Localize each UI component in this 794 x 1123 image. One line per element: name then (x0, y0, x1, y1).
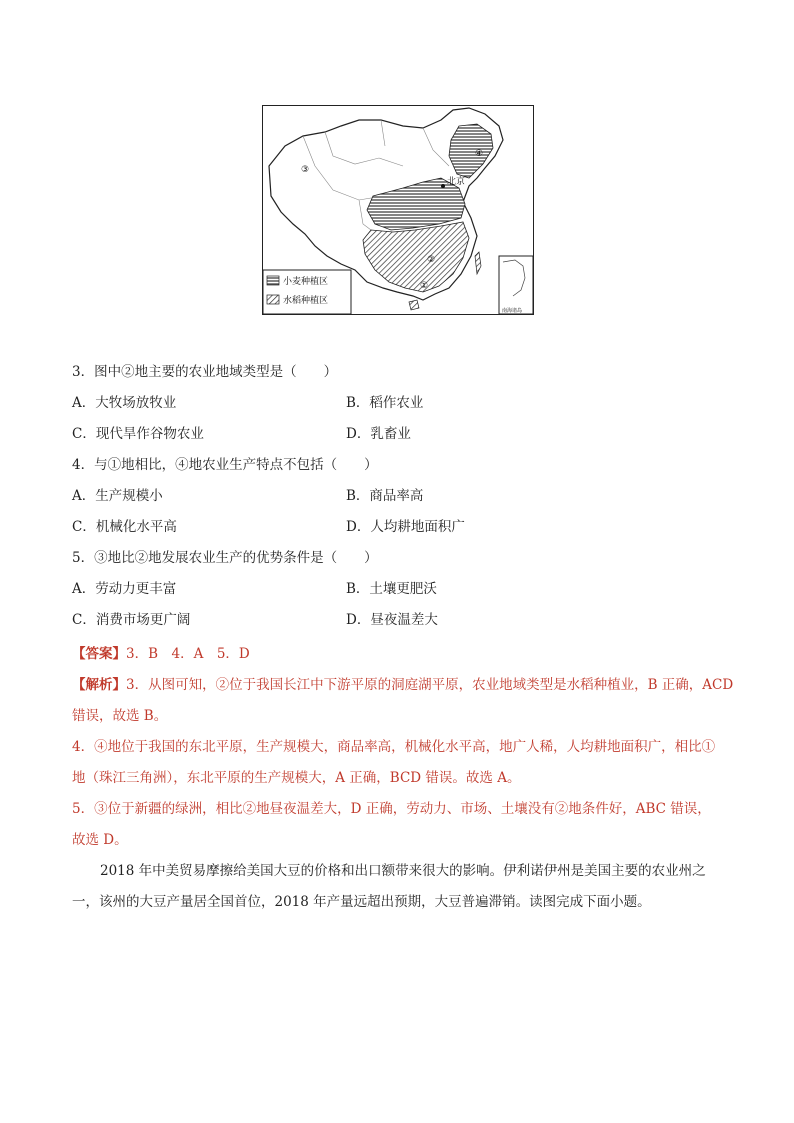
question-5-option-c: C．消费市场更广阔 (72, 612, 191, 628)
legend-rice-label: 水稻种植区 (283, 296, 329, 306)
question-5-stem: 5．③地比②地发展农业生产的优势条件是（ ） (72, 550, 378, 566)
analysis-4-line-2: 地（珠江三角洲），东北平原的生产规模大，A 正确，BCD 错误。故选 A。 (72, 770, 521, 786)
marker-2: ② (427, 255, 436, 265)
question-4-stem: 4．与①地相比，④地农业生产特点不包括（ ） (72, 457, 378, 473)
legend-wheat-swatch (267, 276, 279, 285)
analysis-label: 【解析】 (72, 677, 126, 693)
answer-line (72, 645, 250, 663)
marker-3: ③ (301, 165, 310, 175)
question-3-option-a: A．大牧场放牧业 (72, 395, 177, 411)
question-4-option-c: C．机械化水平高 (72, 519, 177, 535)
question-4-option-a: A．生产规模小 (72, 488, 163, 504)
legend-rice-swatch (267, 295, 279, 304)
marker-1: ① (420, 281, 429, 291)
map-svg (263, 106, 533, 314)
beijing-label: 北京 (447, 177, 466, 187)
question-4-option-b: B．商品率高 (346, 488, 424, 504)
question-3-stem: 3．图中②地主要的农业地域类型是（ ） (72, 364, 338, 380)
analysis-5-line-1: 5．③位于新疆的绿洲，相比②地昼夜温差大，D 正确，劳动力、市场、土壤没有②地条件好，ABC 错误， (72, 801, 711, 817)
answer-text: 3．B 4．A 5．D (126, 646, 250, 662)
question-5-option-d: D．昼夜温差大 (346, 612, 438, 628)
analysis-4-line-1: 4．④地位于我国的东北平原，生产规模大，商品率高，机械化水平高，地广人稀，人均耕地面积广，相比① (72, 739, 716, 755)
analysis-5-line-2: 故选 D。 (72, 832, 128, 848)
taiwan (475, 252, 481, 274)
question-3-option-d: D．乳畜业 (346, 426, 411, 442)
marker-4: ④ (475, 149, 484, 159)
intro-paragraph: 2018 年中美贸易摩擦给美国大豆的价格和出口额带来很大的影响。伊利诺伊州是美国主要的农业州之一，该州的大豆产量居全国首位，2018 年产量远超出预期，大豆普遍滞销。读图完成下面小题。 (72, 863, 706, 910)
question-4-option-d: D．人均耕地面积广 (346, 519, 465, 535)
wheat-region-northeast (449, 124, 493, 178)
legend-wheat-label: 小麦种植区 (283, 277, 329, 287)
inset-label: 南海诸岛 (502, 308, 523, 314)
analysis-3-line-1 (72, 676, 733, 694)
hainan (409, 300, 419, 310)
question-5-option-a: A．劳动力更丰富 (72, 581, 177, 597)
question-5-option-b: B．土壤更肥沃 (346, 581, 437, 597)
analysis-3-text-1: 3．从图可知，②位于我国长江中下游平原的洞庭湖平原，农业地域类型是水稻种植业，B 正确，ACD (126, 677, 734, 693)
analysis-3-line-2: 错误，故选 B。 (72, 708, 168, 724)
answer-label: 【答案】 (72, 646, 126, 662)
china-agriculture-map (262, 105, 534, 315)
beijing-dot (441, 184, 445, 188)
inset-box (499, 256, 533, 314)
question-3-option-c: C．现代旱作谷物农业 (72, 426, 204, 442)
question-3-option-b: B．稻作农业 (346, 395, 424, 411)
